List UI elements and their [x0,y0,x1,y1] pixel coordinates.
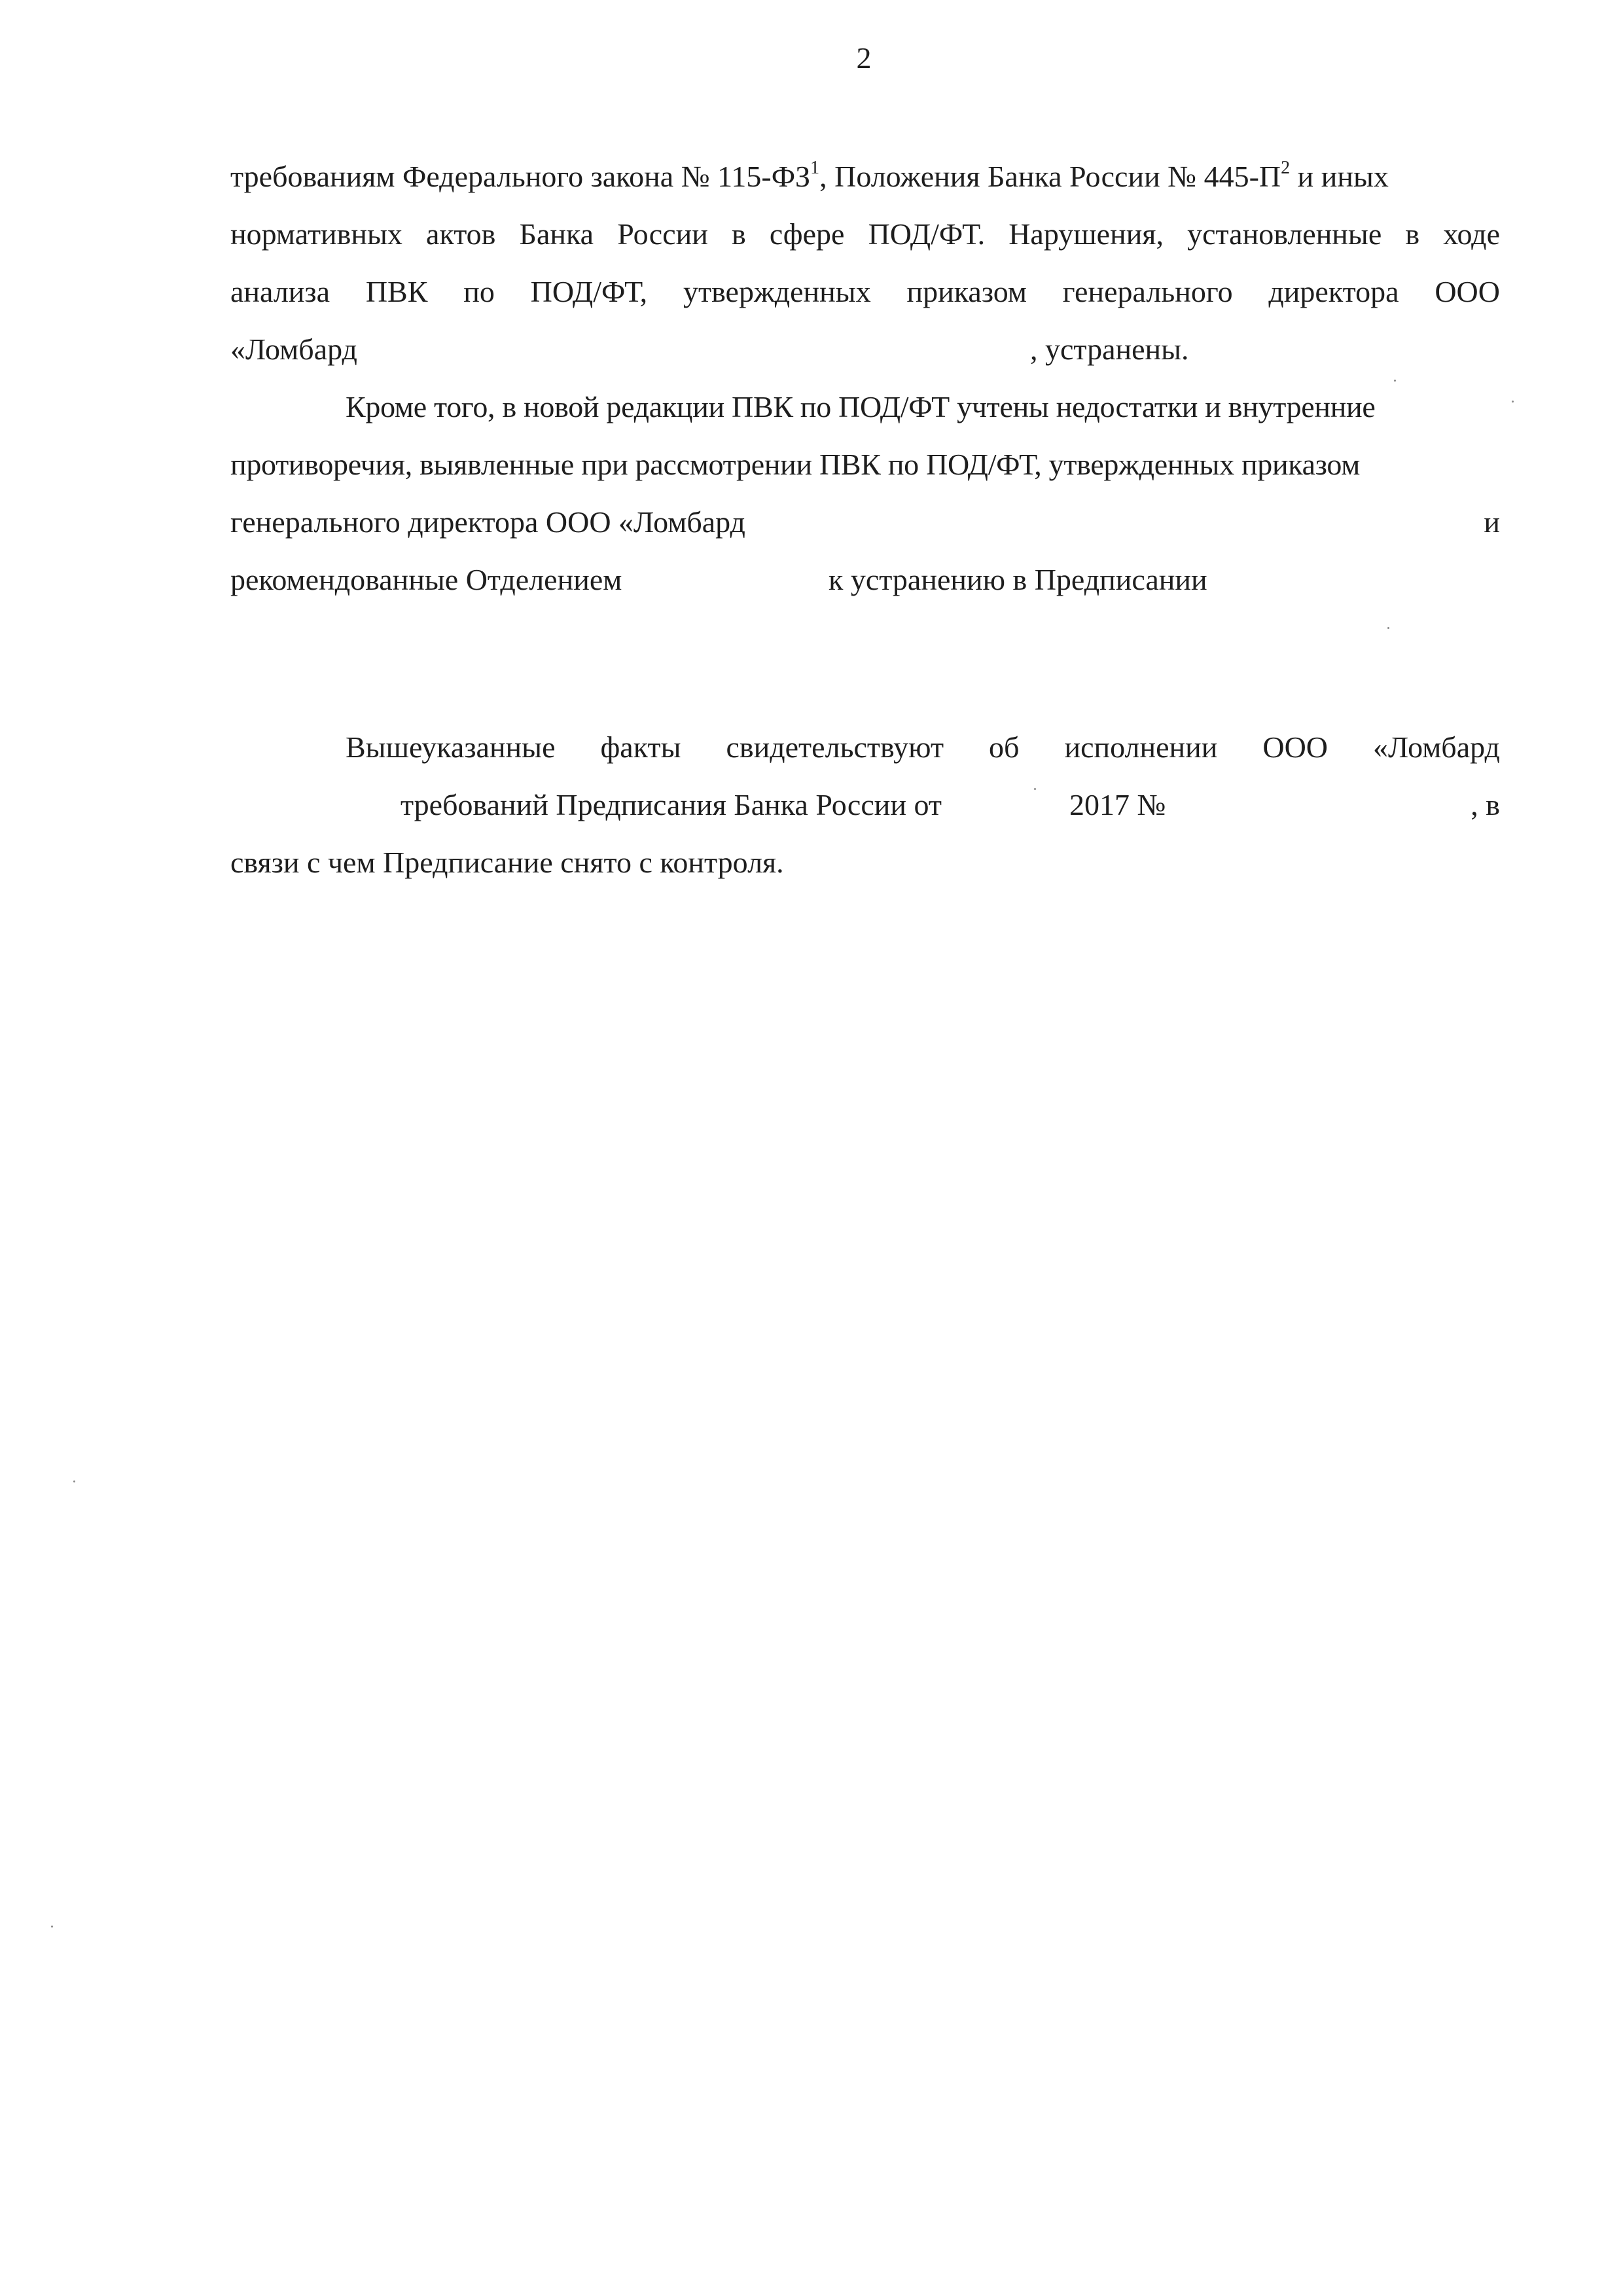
paragraph-1-line-3 [230,272,1500,312]
word: в [731,217,746,251]
paragraph-3-line-2 [230,785,1500,825]
word: свидетельствуют [726,730,944,764]
paragraph-2-line-2 [230,445,1500,484]
word: ПВК [365,275,428,308]
text-segment: , устранены. [1030,332,1189,366]
word: генерального [1062,275,1233,308]
page-number: 2 [856,41,872,75]
word: Вышеуказанные [346,730,556,764]
word: нормативных [230,217,402,251]
word: факты [600,730,681,764]
text-segment: противоречия, выявленные при рассмотрении ПВК по ПОД/ФТ, утвержденных приказом [230,448,1361,481]
paragraph-2-line-4 [230,560,1500,600]
word: Банка [519,217,594,251]
paragraph-1-line-2 [230,215,1500,254]
scan-speck [51,1926,53,1928]
word: ПОД/ФТ. [868,217,986,251]
word: анализа [230,275,330,308]
text-segment: к устранению в Предписании [829,563,1207,596]
word: ПОД/ФТ, [530,275,648,308]
word: Нарушения, [1008,217,1164,251]
text-segment: требованиям Федерального закона № 115-ФЗ [230,160,811,193]
scan-speck [1512,401,1514,403]
text-segment: 2017 № [1069,788,1166,821]
paragraph-3-line-3 [230,843,1500,882]
paragraph-2-line-3 [230,503,1500,542]
text-segment: и иных [1290,160,1389,193]
text-segment: Кроме того, в новой редакции ПВК по ПОД/ФТ учтены недостатки и внутренние [346,390,1376,423]
word: исполнении [1064,730,1218,764]
text-segment: рекомендованные Отделением [230,563,622,596]
paragraph-2-line-1 [346,387,1500,427]
word: России [617,217,708,251]
word: актов [426,217,496,251]
word: ООО [1435,275,1500,308]
text-segment: «Ломбард [230,332,357,366]
word: об [989,730,1020,764]
word: ООО [1262,730,1329,764]
word: приказом [906,275,1027,308]
word: ходе [1443,217,1500,251]
word: установленные [1187,217,1382,251]
paragraph-3-line-1 [346,728,1500,767]
word: по [463,275,495,308]
footnote-ref-1: 1 [810,158,820,178]
word: утвержденных [683,275,871,308]
scan-speck [1387,627,1389,629]
footnote-ref-2: 2 [1281,158,1291,178]
scan-speck [1034,788,1036,790]
text-segment: связи с чем Предписание снято с контроля. [230,846,784,879]
text-segment: требований Предписания Банка России от [401,788,942,821]
text-segment: , в [1471,788,1500,821]
text-segment: и [1484,505,1500,539]
word: сфере [769,217,845,251]
word: директора [1268,275,1399,308]
text-segment: , Положения Банка России № 445-П [819,160,1281,193]
word: в [1405,217,1420,251]
text-segment: генерального директора ООО «Ломбард [230,505,745,539]
scan-speck [1394,380,1396,382]
word: «Ломбард [1373,730,1500,764]
scan-speck [73,1480,75,1482]
paragraph-1-line-4 [230,330,1500,369]
paragraph-1-line-1 [230,157,1500,196]
